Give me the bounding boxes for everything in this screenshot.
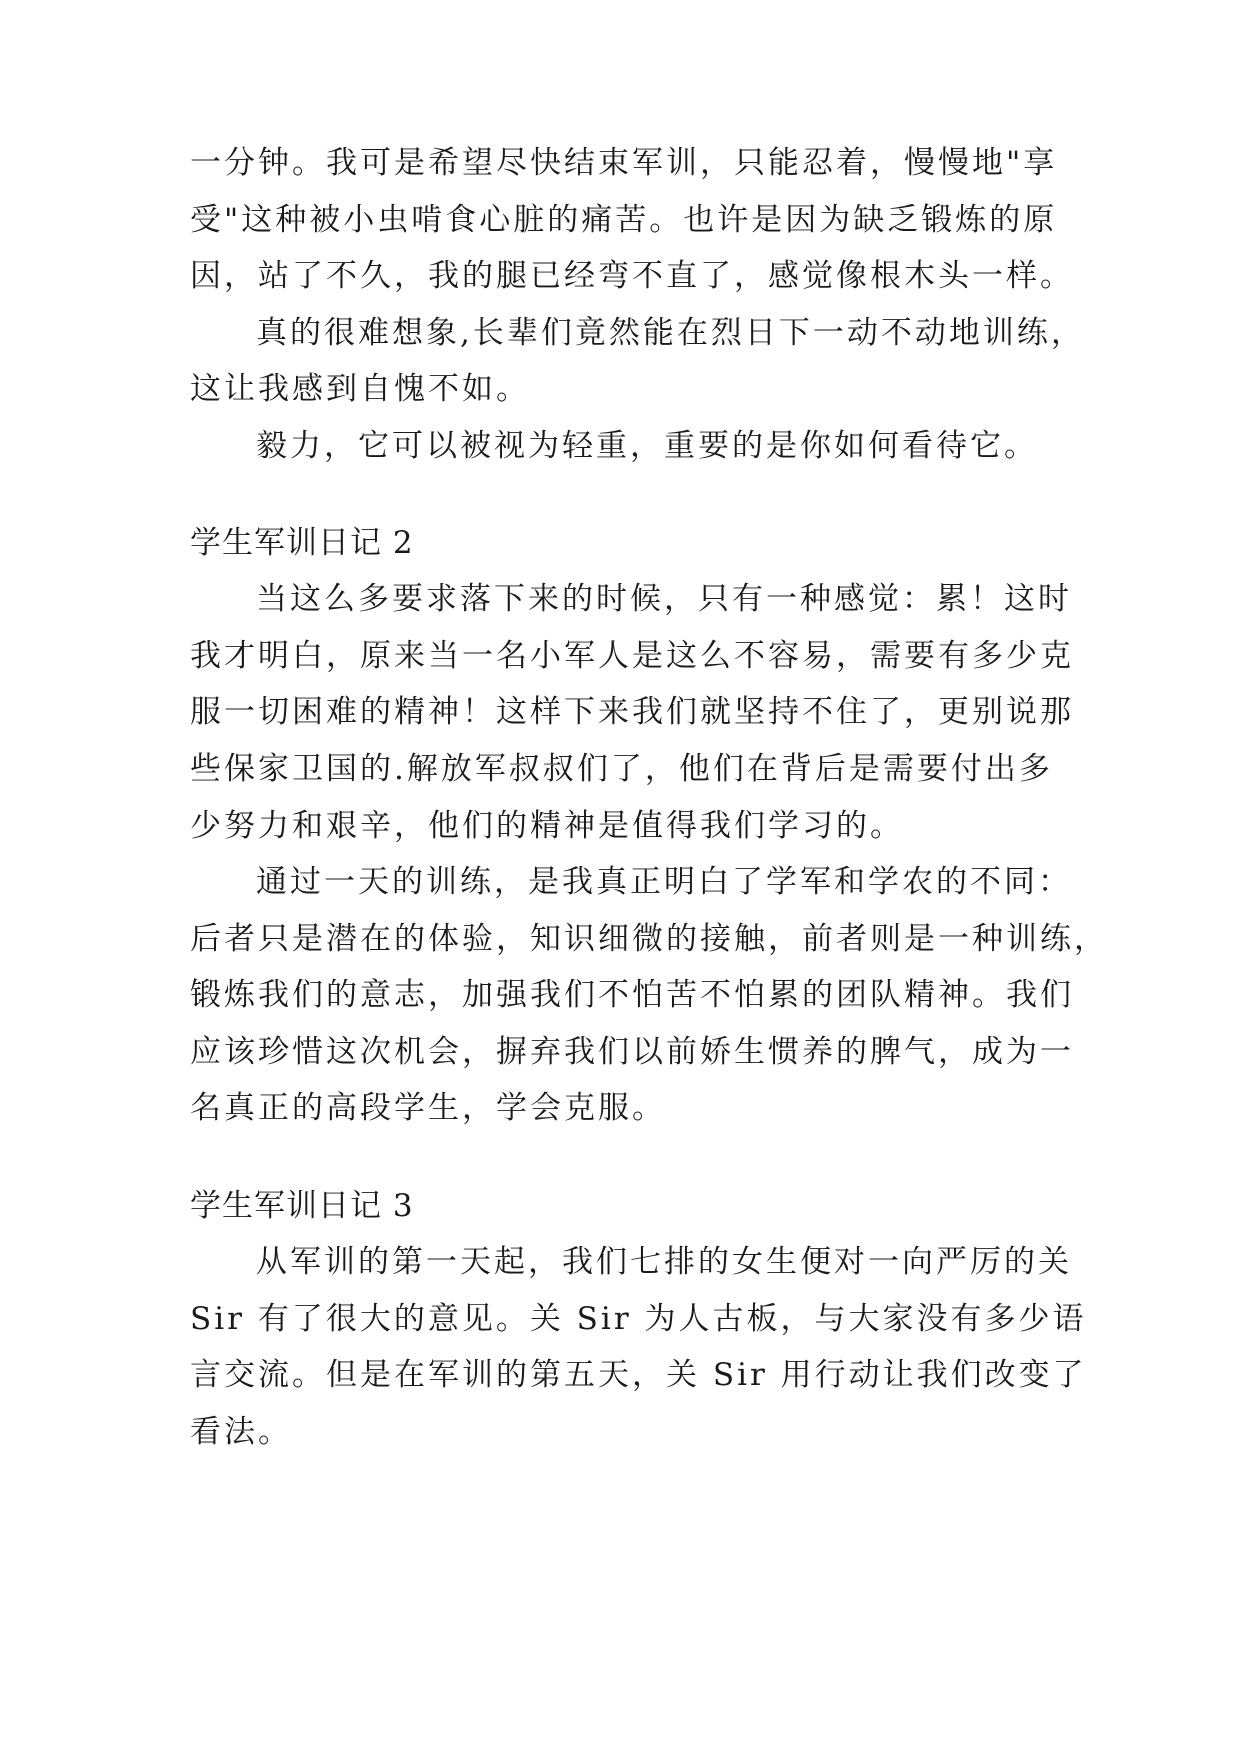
- paragraph-line: 当这么多要求落下来的时候，只有一种感觉：累！这时: [256, 581, 1072, 617]
- paragraph-line: 些保家卫国的.解放军叔叔们了，他们在背后是需要付出多: [190, 751, 1053, 787]
- paragraph-line: 后者只是潜在的体验，知识细微的接触，前者则是一种训练，: [190, 921, 1108, 957]
- paragraph-line: 这让我感到自愧不如。: [190, 371, 530, 407]
- paragraph-line: 服一切困难的精神！这样下来我们就坚持不住了，更别说那: [190, 694, 1074, 730]
- section-heading: 学生军训日记 3: [190, 1188, 414, 1224]
- paragraph-line: 应该珍惜这次机会，摒弃我们以前娇生惯养的脾气，成为一: [190, 1034, 1074, 1070]
- paragraph-line: 少努力和艰辛，他们的精神是值得我们学习的。: [190, 808, 904, 844]
- paragraph-line: 受"这种被小虫啃食心脏的痛苦。也许是因为缺乏锻炼的原: [190, 202, 1058, 238]
- section-heading: 学生军训日记 2: [190, 525, 414, 561]
- paragraph-line: 真的很难想象,长辈们竟然能在烈日下一动不动地训练，: [256, 315, 1085, 351]
- paragraph-line: 看法。: [190, 1414, 292, 1450]
- paragraph-line: 毅力，它可以被视为轻重，重要的是你如何看待它。: [256, 428, 1038, 464]
- paragraph-line: 从军训的第一天起，我们七排的女生便对一向严厉的关: [256, 1244, 1072, 1280]
- paragraph-line: 一分钟。我可是希望尽快结束军训，只能忍着，慢慢地"享: [190, 145, 1058, 181]
- paragraph-line: 我才明白，原来当一名小军人是这么不容易，需要有多少克: [190, 638, 1074, 674]
- paragraph-line: 名真正的高段学生，学会克服。: [190, 1090, 666, 1126]
- paragraph-line: 言交流。但是在军训的第五天，关 Sir 用行动让我们改变了: [190, 1357, 1087, 1393]
- paragraph-line: 锻炼我们的意志，加强我们不怕苦不怕累的团队精神。我们: [190, 977, 1074, 1013]
- paragraph-line: Sir 有了很大的意见。关 Sir 为人古板，与大家没有多少语: [190, 1301, 1087, 1337]
- paragraph-line: 通过一天的训练，是我真正明白了学军和学农的不同：: [256, 864, 1072, 900]
- paragraph-line: 因，站了不久，我的腿已经弯不直了，感觉像根木头一样。: [190, 258, 1074, 294]
